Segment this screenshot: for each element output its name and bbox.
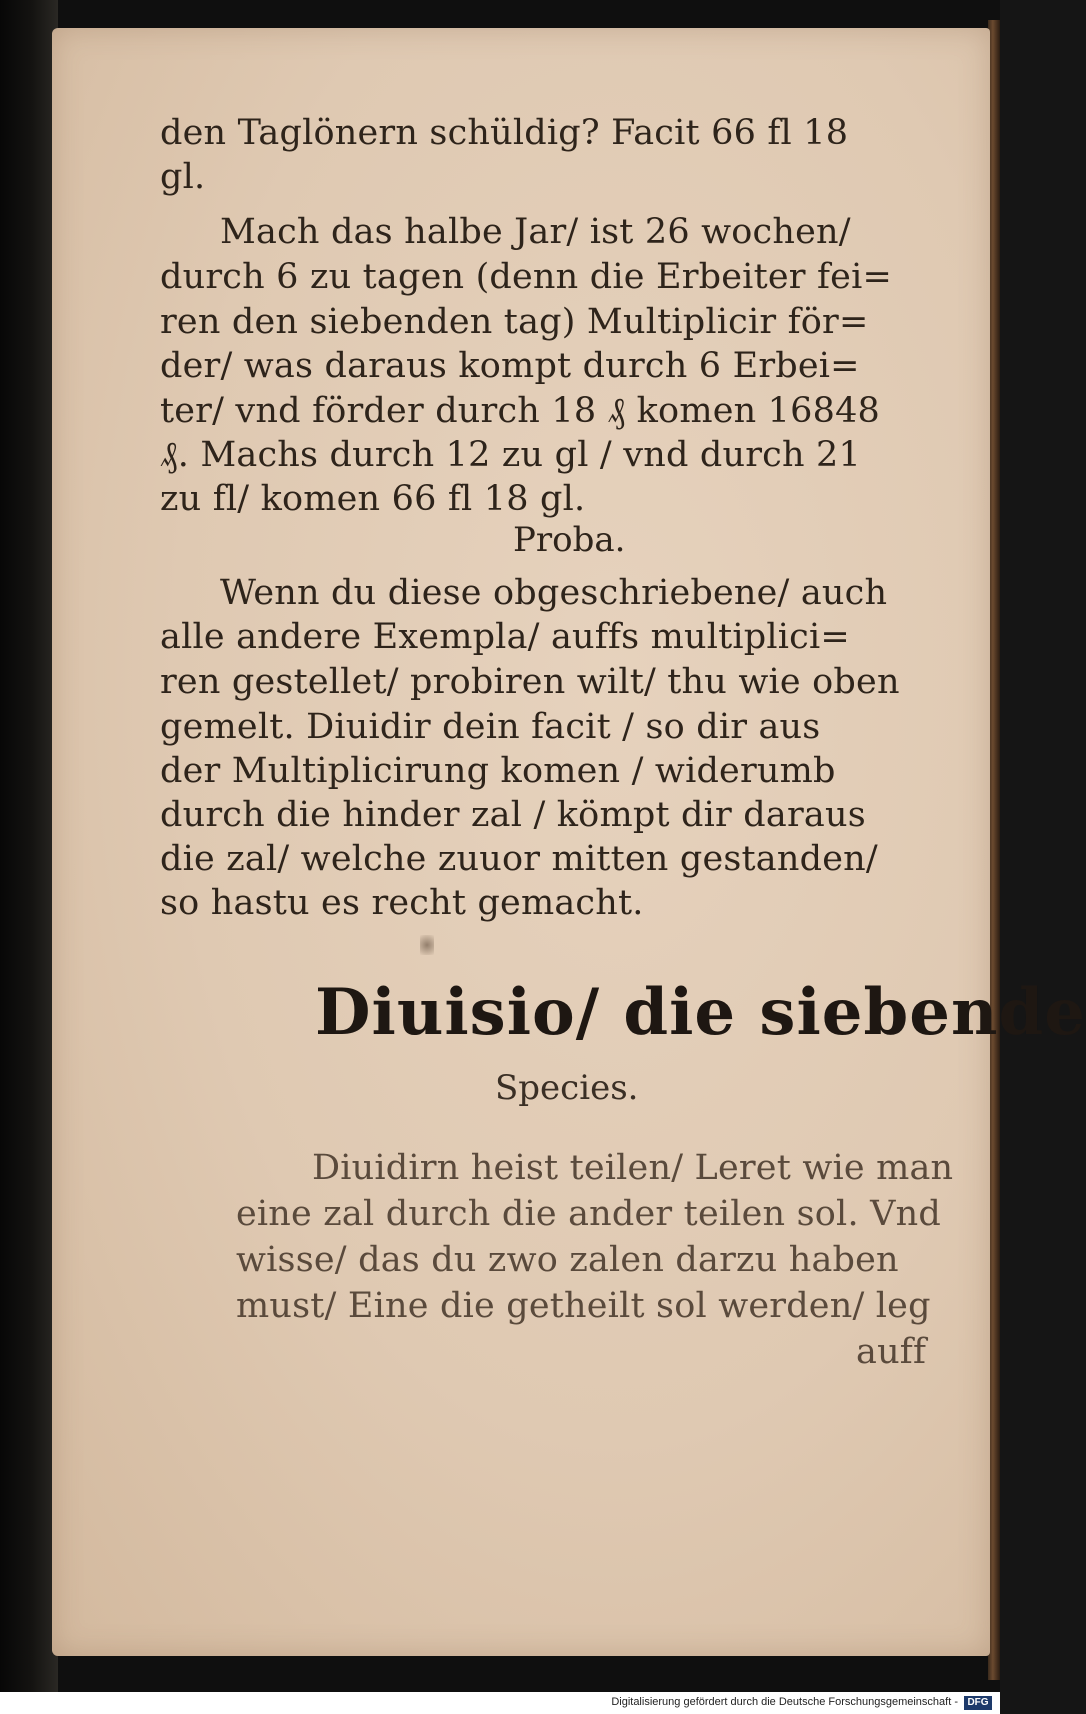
text-line: ₰. Machs durch 12 zu gl / vnd durch 21: [160, 435, 861, 475]
text-line: must/ Eine die getheilt sol werden/ leg: [236, 1286, 931, 1326]
funding-credit: Digitalisierung gefördert durch die Deutsche Forschungsgemeinschaft -: [611, 1696, 958, 1708]
dfg-logo: DFG: [964, 1696, 992, 1710]
text-line: durch die hinder zal / kömpt dir daraus: [160, 795, 866, 835]
text-line: ren gestellet/ probiren wilt/ thu wie oben: [160, 662, 900, 702]
text-line: gemelt. Diuidir dein facit / so dir aus: [160, 707, 821, 747]
text-line: so hastu es recht gemacht.: [160, 883, 644, 923]
text-line: wisse/ das du zwo zalen darzu haben: [236, 1240, 899, 1280]
digitization-footer: [0, 1692, 1000, 1714]
text-line: eine zal durch die ander teilen sol. Vnd: [236, 1194, 941, 1234]
catchword: auff: [856, 1332, 927, 1372]
text-line: Mach das halbe Jar/ ist 26 wochen/: [220, 212, 851, 252]
text-line: zu fl/ komen 66 fl 18 gl.: [160, 479, 586, 519]
text-line: ter/ vnd förder durch 18 ₰ komen 16848: [160, 391, 881, 431]
text-line: Wenn du diese obgeschriebene/ auch: [220, 573, 888, 613]
text-line: gl.: [160, 157, 206, 197]
text-line: durch 6 zu tagen (denn die Erbeiter fei=: [160, 257, 892, 297]
text-line: alle andere Exempla/ auffs multiplici=: [160, 617, 850, 657]
text-line: die zal/ welche zuuor mitten gestanden/: [160, 839, 878, 879]
text-line: den Taglönern schüldig? Facit 66 fl 18: [160, 113, 849, 153]
text-line: der/ was daraus kompt durch 6 Erbei=: [160, 346, 860, 386]
book-binding: [0, 0, 58, 1692]
ink-stain: [420, 935, 434, 955]
section-subtitle: Species.: [495, 1068, 639, 1108]
section-title: Diuisio/ die siebende: [315, 975, 1086, 1050]
text-line: der Multiplicirung komen / widerumb: [160, 751, 836, 791]
proba-heading: Proba.: [513, 520, 626, 560]
text-line: ren den siebenden tag) Multiplicir för=: [160, 302, 869, 342]
text-line: Diuidirn heist teilen/ Leret wie man: [312, 1148, 954, 1188]
